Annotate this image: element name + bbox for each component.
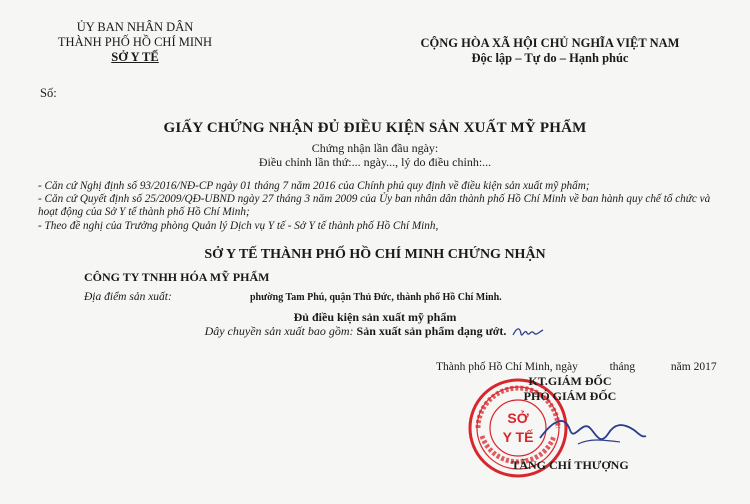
production-line	[0, 324, 750, 340]
legal-basis	[38, 180, 728, 233]
date-month: tháng	[609, 361, 636, 373]
certifier-heading: SỞ Y TẾ THÀNH PHỐ HỒ CHÍ MINH CHỨNG NHẬN	[204, 247, 546, 262]
location-label: Địa điểm sản xuất:	[84, 291, 172, 303]
basis-item: - Theo đề nghị của Trưởng phòng Quản lý Dịch vụ Y tế - Sở Y tế thành phố Hồ Chí Minh,	[38, 219, 439, 232]
adjustment-info: Điều chỉnh lần thứ:... ngày..., lý do điều chỉnh:...	[258, 155, 492, 169]
date-prefix: Thành phố Hồ Chí Minh, ngày	[436, 361, 578, 373]
national-header	[400, 36, 700, 66]
basis-item: - Căn cứ Quyết định số 25/2009/QĐ-UBND ngày 27 tháng 3 năm 2009 của Ủy ban nhân dân thành phố Hồ Chí Minh về ban hành quy chế tổ chức và hoạt động của Sở Y tế thành phố Hồ Chí Minh;	[38, 193, 711, 219]
production-line-label: Dây chuyền sản xuất bao gồm:	[204, 324, 354, 338]
first-issue-date: Chứng nhận lần đầu ngày:	[311, 141, 439, 155]
company-name: CÔNG TY TNHH HÓA MỸ PHẨM	[84, 270, 270, 284]
signature-block	[490, 374, 650, 404]
issue-date-line	[436, 361, 717, 373]
signer-role-1: KT.GIÁM ĐỐC	[528, 374, 612, 388]
signer-name: TĂNG CHÍ THƯỢNG	[511, 458, 629, 472]
issuer-line-3: SỞ Y TẾ	[111, 50, 159, 64]
issuer-line-2: THÀNH PHỐ HỒ CHÍ MINH	[57, 35, 213, 49]
document-number-label: Số:	[40, 86, 57, 100]
signer-role-2: PHÓ GIÁM ĐỐC	[523, 389, 617, 403]
initial-signature-mark	[511, 324, 545, 340]
seal-text-bottom: Y TẾ	[502, 429, 534, 445]
handwritten-signature	[530, 408, 650, 458]
national-motto-1: CỘNG HÒA XÃ HỘI CHỦ NGHĨA VIỆT NAM	[420, 36, 680, 50]
production-line-value: Sản xuất sản phẩm dạng ướt.	[356, 324, 507, 338]
location-value: phường Tam Phú, quận Thủ Đức, thành phố Hồ Chí Minh.	[250, 292, 502, 303]
issuer-line-1: ỦY BAN NHÂN DÂN	[76, 20, 194, 34]
qualified-statement: Đủ điều kiện sản xuất mỹ phẩm	[293, 310, 457, 324]
seal-text-top: SỞ	[507, 410, 529, 426]
document-title: GIẤY CHỨNG NHẬN ĐỦ ĐIỀU KIỆN SẢN XUẤT MỸ PHẨM	[163, 120, 587, 136]
issuer-header	[30, 20, 240, 65]
basis-item: - Căn cứ Nghị định số 93/2016/NĐ-CP ngày 01 tháng 7 năm 2016 của Chính phủ quy định về điều kiện sản xuất mỹ phẩm;	[38, 180, 590, 192]
national-motto-2: Độc lập – Tự do – Hạnh phúc	[471, 51, 629, 65]
date-year: năm 2017	[670, 361, 717, 373]
